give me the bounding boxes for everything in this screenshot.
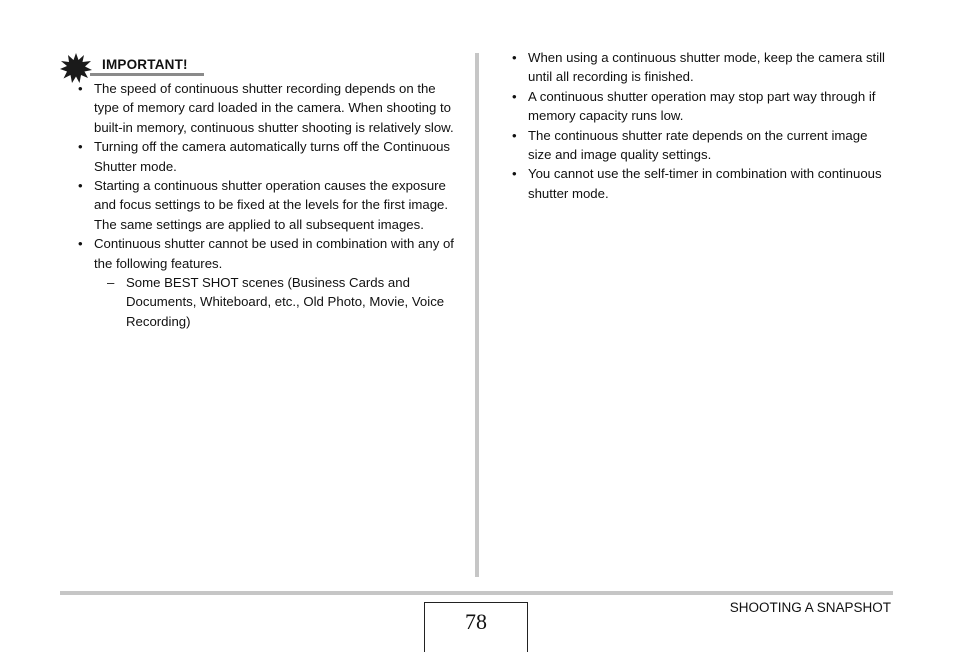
important-list xyxy=(78,79,460,331)
dash: – xyxy=(107,275,115,291)
important-underline xyxy=(90,73,204,76)
notes-list xyxy=(512,48,894,203)
list-item-text: The continuous shutter rate depends on the current image size and image quality settings. xyxy=(528,127,868,163)
bullet: • xyxy=(512,88,517,104)
list-item xyxy=(512,164,894,203)
list-item xyxy=(78,176,460,234)
list-item-text: Turning off the camera automatically turns off the Continuous Shutter mode. xyxy=(94,139,451,174)
column-divider xyxy=(475,53,479,577)
list-item-text: You cannot use the self-timer in combination with continuous shutter mode. xyxy=(528,166,882,201)
list-item xyxy=(512,126,894,165)
list-item-text: Starting a continuous shutter operation causes the exposure and focus settings to be fixed at the levels for the first image. The same settings are applied to all subsequent images. xyxy=(94,178,449,232)
bullet: • xyxy=(78,178,83,194)
bullet: • xyxy=(78,236,83,252)
bullet: • xyxy=(78,81,83,96)
list-item-text: A continuous shutter operation may stop part way through if memory capacity runs low. xyxy=(528,88,876,124)
list-item xyxy=(512,48,894,87)
list-item xyxy=(78,234,460,331)
bullet: • xyxy=(512,127,517,143)
sub-list-item-text: Some BEST SHOT scenes (Business Cards and Documents, Whiteboard, etc., Old Photo, Movie, Voice Recording) xyxy=(126,275,445,329)
right-column xyxy=(512,48,894,203)
list-item-text: When using a continuous shutter mode, keep the camera still until all recording is finished. xyxy=(528,50,885,85)
list-item xyxy=(78,137,460,176)
left-column xyxy=(78,79,460,331)
list-item-text: Continuous shutter cannot be used in combination with any of the following features. xyxy=(94,236,454,271)
bullet: • xyxy=(512,166,517,182)
list-item-text: The speed of continuous shutter recording depends on the type of memory card loaded in the camera. When shooting to built-in memory, continuous shutter shooting is relatively slow. xyxy=(94,81,454,135)
important-label: IMPORTANT! xyxy=(102,57,188,72)
list-item xyxy=(512,87,894,126)
page-number: 78 xyxy=(424,602,528,652)
sub-list-item xyxy=(94,273,460,331)
section-title: SHOOTING A SNAPSHOT xyxy=(729,600,891,615)
important-header xyxy=(60,53,210,79)
bullet: • xyxy=(512,50,517,65)
bullet: • xyxy=(78,139,83,155)
list-item xyxy=(78,79,460,137)
footer-rule xyxy=(60,591,893,595)
